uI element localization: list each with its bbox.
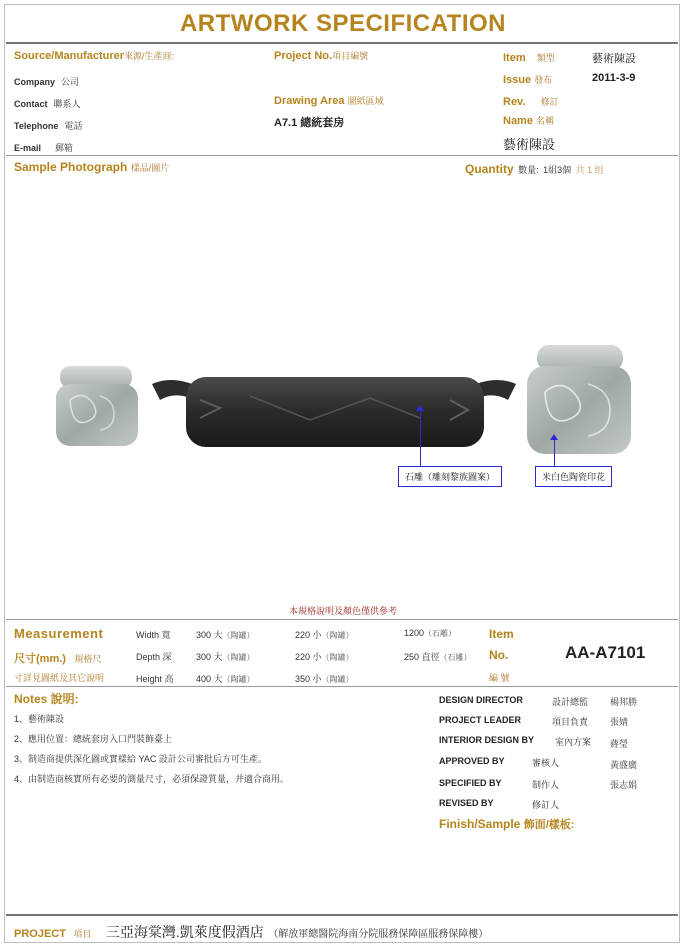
quantity-field: Quantity 數量: 1組3個 共 1 组 bbox=[465, 162, 604, 176]
name-value: 藝術陳設 bbox=[503, 137, 556, 152]
project-no-label: Project No.項目編號 bbox=[274, 50, 369, 62]
credit-role: SPECIFIED BY bbox=[439, 778, 502, 788]
credit-name: 蔣瑩 bbox=[610, 739, 629, 749]
footer-project-note: （解放軍總醫院海南分院服務保障區服務保障樓） bbox=[268, 929, 489, 940]
photo-divider bbox=[6, 619, 678, 620]
callout-leader bbox=[420, 411, 421, 466]
credit-role-cn: 修訂人 bbox=[532, 800, 560, 810]
company-field: Company 公司 bbox=[14, 77, 80, 87]
height-value-large: 400 大（陶罐） bbox=[196, 674, 255, 684]
drawing-area-value: A7.1 總統套房 bbox=[274, 117, 345, 129]
measurement-label: Measurement bbox=[14, 626, 104, 641]
credit-role: DESIGN DIRECTOR bbox=[439, 695, 523, 705]
width-row: Width 寬 bbox=[136, 630, 171, 640]
notes-title: Notes 說明: bbox=[14, 692, 79, 706]
credit-role-cn: 設計總監 bbox=[552, 697, 589, 707]
note-item: 3、制造商提供深化圖或實樣給 YAC 設計公司審批后方可生產。 bbox=[14, 754, 267, 764]
credit-name: 張婧 bbox=[610, 717, 629, 727]
contact-field: Contact 聯系人 bbox=[14, 99, 81, 109]
credit-role: PROJECT LEADER bbox=[439, 715, 522, 725]
no-label-cn: 編 號 bbox=[489, 673, 510, 683]
measurement-divider bbox=[6, 686, 678, 687]
ceramic-jar-callout: 米白色陶瓷印花 bbox=[535, 466, 612, 487]
credit-role-cn: 項目負責 bbox=[552, 717, 589, 727]
small-ceramic-jar bbox=[56, 366, 138, 446]
depth-row: Depth 深 bbox=[136, 652, 172, 662]
measurement-unit-label: 尺寸(mm.) 規格尺 bbox=[14, 653, 102, 665]
depth-value-large: 300 大（陶罐） bbox=[196, 652, 255, 662]
measurement-detail-note: 寸詳見圖紙及其它說明 bbox=[14, 673, 105, 683]
drawing-area-label: Drawing Area 圖紙區域 bbox=[274, 95, 384, 107]
callout-arrow bbox=[550, 434, 558, 440]
footer-project-name: 三亞海棠灣.凱萊度假酒店 bbox=[105, 924, 264, 940]
credit-name: 楊邦勝 bbox=[610, 697, 638, 707]
credit-name: 張志娟 bbox=[610, 780, 638, 790]
no-label: No. bbox=[489, 648, 509, 662]
item-no-label: Item bbox=[489, 627, 514, 641]
height-row: Height 高 bbox=[136, 674, 174, 684]
source-label: Source/Manufacturer來源/生產商: bbox=[14, 50, 175, 62]
width-value-stone: 1200（石雕） bbox=[404, 628, 457, 638]
large-ceramic-jar bbox=[527, 345, 631, 454]
width-value-large: 300 大（陶罐） bbox=[196, 630, 255, 640]
footer-project: PROJECT 項目 三亞海棠灣.凱萊度假酒店 （解放軍總醫院海南分院服務保障區服務保障樓） bbox=[14, 924, 489, 940]
note-item: 4、由制造商核實所有必要的測量尺寸，必須保證質量，并適合商用。 bbox=[14, 774, 290, 784]
credit-role: REVISED BY bbox=[439, 798, 494, 808]
note-item: 1、藝術陳設 bbox=[14, 714, 65, 724]
item-type-value: 藝術陳設 bbox=[592, 53, 636, 65]
width-value-small: 220 小（陶罐） bbox=[295, 630, 354, 640]
credit-role: APPROVED BY bbox=[439, 756, 505, 766]
depth-value-stone: 250 直徑（石雕） bbox=[404, 652, 472, 662]
credit-role-cn: 制作人 bbox=[532, 780, 560, 790]
credit-role-cn: 室內方案 bbox=[555, 737, 592, 747]
issue-label: Issue 發布 bbox=[503, 74, 553, 86]
item-number: AA-A7101 bbox=[565, 643, 646, 662]
issue-date: 2011-3-9 bbox=[592, 72, 636, 84]
height-value-small: 350 小（陶罐） bbox=[295, 674, 354, 684]
email-field: E-mail 郵箱 bbox=[14, 143, 74, 153]
stone-carving bbox=[152, 377, 516, 447]
item-type-label: Item 類型 bbox=[503, 52, 555, 64]
reference-note: 本規格說明及顏色僅供參考 bbox=[288, 606, 397, 616]
callout-leader bbox=[554, 440, 555, 466]
credit-role-cn: 審核人 bbox=[532, 758, 560, 768]
note-item: 2、應用位置：總統套房入口門裝飾臺上 bbox=[14, 734, 173, 744]
credit-name: 黃盛廣 bbox=[610, 760, 638, 770]
finish-sample-label: Finish/Sample 飾面/樣板: bbox=[439, 817, 575, 831]
depth-value-small: 220 小（陶罐） bbox=[295, 652, 354, 662]
rev-label: Rev. 修訂 bbox=[503, 96, 559, 108]
document-title: ARTWORK SPECIFICATION bbox=[179, 10, 507, 37]
credit-role: INTERIOR DESIGN BY bbox=[439, 735, 535, 745]
callout-arrow bbox=[416, 405, 424, 411]
stone-carving-callout: 石雕（雕刻黎族圖案） bbox=[398, 466, 502, 487]
name-label: Name 名稱 bbox=[503, 115, 555, 127]
footer-divider bbox=[6, 914, 678, 916]
telephone-field: Telephone 電話 bbox=[14, 121, 83, 131]
sample-photograph-label: Sample Photograph 樣品/圖片 bbox=[14, 160, 170, 174]
